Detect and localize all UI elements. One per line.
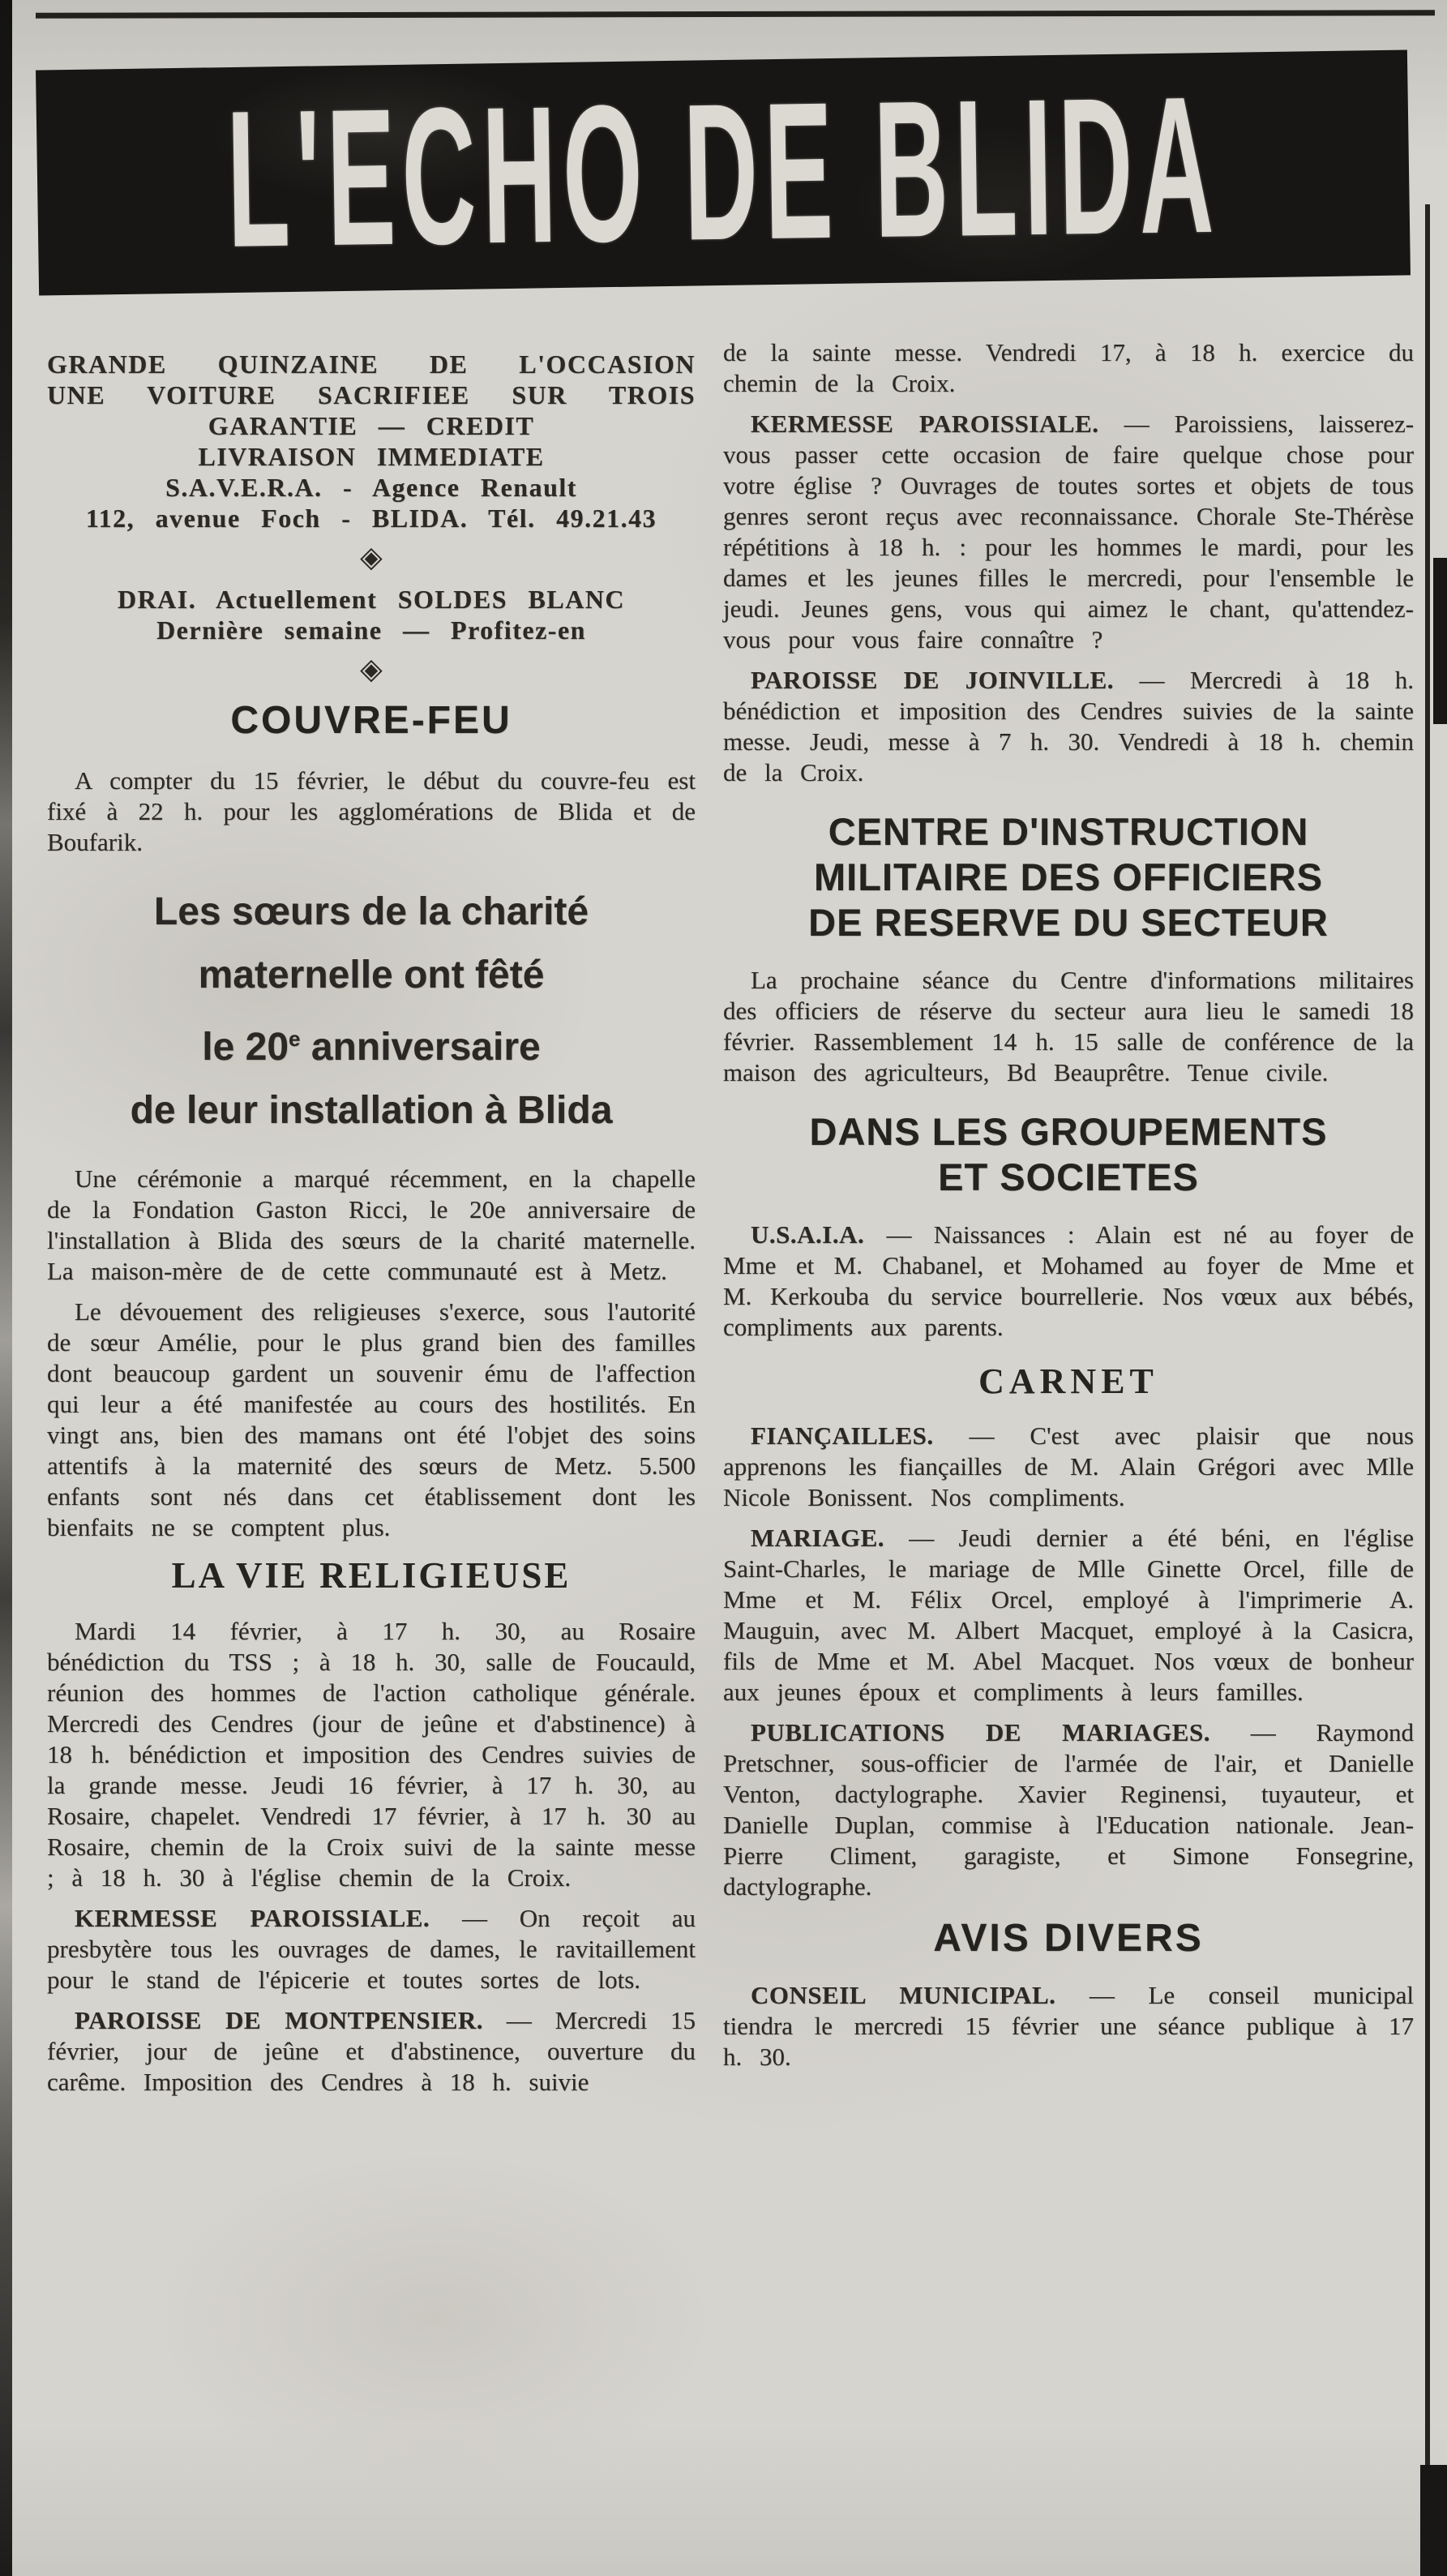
ad-line: DRAI. Actuellement SOLDES BLANC xyxy=(117,585,626,614)
paragraph-text: — On reçoit au presbytère tous les ouvrages de dames, le ravitaillement pour le stand de l'épicerie et toutes sortes de lots. xyxy=(47,1904,696,1994)
ad-line: 112, avenue Foch - BLIDA. Tél. 49.21.43 xyxy=(85,504,657,533)
heading-line: MILITAIRE DES OFFICIERS xyxy=(814,855,1323,898)
paragraph-couvre-feu: A compter du 15 février, le début du couvre-feu est fixé à 22 h. pour les agglomérations de Blida et de Boufarik. xyxy=(47,766,696,856)
heading-line: DANS LES GROUPEMENTS xyxy=(809,1110,1328,1153)
heading-groupements xyxy=(723,1109,1414,1200)
right-column xyxy=(723,337,1414,2082)
paragraph-lead: KERMESSE PAROISSIALE. xyxy=(751,409,1099,438)
paragraph-lead: MARIAGE. xyxy=(751,1524,885,1552)
ad-line: GRANDE QUINZAINE DE L'OCCASION xyxy=(47,349,696,379)
paragraph-lead: FIANÇAILLES. xyxy=(751,1421,934,1450)
paragraph-text: — Jeudi dernier a été béni, en l'église Saint-Charles, le mariage de Mlle Ginette Orcel, fille de Mme et M. Félix Orcel, employé à l'imprimerie A. Mauguin, avec M. Albert Macquet, employé à la Casicra, fils de Mme et M. Abel Macquet. Nos vœux de bonheur aux jeunes époux et compliments à leurs familles. xyxy=(723,1524,1414,1706)
paragraph-lead: U.S.A.I.A. xyxy=(751,1220,865,1249)
headline-line: maternelle ont fêté xyxy=(198,954,545,997)
paragraph-vie-religieuse: Mardi 14 février, à 17 h. 30, au Rosaire bénédiction du TSS ; à 18 h. 30, salle de Foucauld, réunion des hommes de l'action catholique générale. Mercredi des Cendres (jour de jeûne et d'abstinence) à 18 h. bénédiction et imposition des Cendres suivies de la grande messe. Jeudi 16 février, à 17 h. 30, au Rosaire, chapelet. Vendredi 17 février, à 17 h. 30 au Rosaire, chemin de la Croix suivi de la sainte messe ; à 18 h. 30 à l'église chemin de la Croix. xyxy=(47,1617,696,1892)
ad-line: Dernière semaine — Profitez-en xyxy=(156,615,586,645)
heading-line: DE RESERVE DU SECTEUR xyxy=(808,901,1329,944)
article-headline xyxy=(47,881,696,1142)
scan-edge-left xyxy=(0,0,12,2576)
headline-text: le 20 xyxy=(202,1026,289,1069)
ad-drai xyxy=(47,584,696,645)
headline-line xyxy=(47,1007,696,1079)
paragraph-publications xyxy=(723,1717,1414,1902)
paragraph-text: — Mercredi à 18 h. bénédiction et imposition des Cendres suivies de la sainte messe. Jeudi, messe à 7 h. 30. Vendredi à 18 h. chemin de la Croix. xyxy=(723,666,1414,787)
scan-artifact xyxy=(1433,558,1447,724)
paragraph-text: — Mercredi 15 février, jour de jeûne et d'abstinence, ouverture du carême. Imposition des Cendres à 18 h. suivie xyxy=(47,2006,696,2096)
ad-line: UNE VOITURE SACRIFIEE SUR TROIS xyxy=(47,380,696,409)
headline-line: de leur installation à Blida xyxy=(130,1089,613,1132)
headline-text: anniversaire xyxy=(300,1026,541,1069)
paragraph-continuation: de la sainte messe. Vendredi 17, à 18 h. exercice du chemin de la Croix. xyxy=(723,338,1414,397)
right-column-rule xyxy=(1425,204,1430,2576)
ad-savera xyxy=(47,349,696,534)
article-paragraph: Le dévouement des religieuses s'exerce, sous l'autorité de sœur Amélie, pour le plus grand bien des familles dont beaucoup gardent un souvenir ému de l'affection qui leur a été manifestée au cours des hostilités. En vingt ans, bien des mamans ont été l'objet des soins attentifs à la maternité des sœurs de Metz. 5.500 enfants sont nés dans cet établissement dont les bienfaits ne se comptent plus. xyxy=(47,1297,696,1541)
paragraph-fiancailles xyxy=(723,1421,1414,1513)
paragraph-kermesse-left xyxy=(47,1903,696,1995)
paragraph-lead: PUBLICATIONS DE MARIAGES. xyxy=(751,1718,1210,1747)
heading-couvre-feu: COUVRE-FEU xyxy=(230,699,512,742)
heading-line: CENTRE D'INSTRUCTION xyxy=(828,810,1309,853)
ad-line: GARANTIE — CREDIT xyxy=(208,411,535,440)
top-rule xyxy=(36,10,1435,19)
paragraph-lead: PAROISSE DE MONTPENSIER. xyxy=(75,2006,483,2034)
paragraph-text: — Raymond Pretschner, sous-officier de l'armée de l'air, et Danielle Venton, dactylographe. Xavier Reginensi, tuyauteur, et Danielle Duplan, commise à l'Education nationale. Jean-Pierre Climent, garagiste, et Simone Fonsegrine, dactylographe. xyxy=(723,1718,1414,1901)
paragraph-lead: KERMESSE PAROISSIALE. xyxy=(75,1904,430,1932)
paragraph-lead: CONSEIL MUNICIPAL. xyxy=(751,1981,1056,2009)
heading-vie-religieuse: LA VIE RELIGIEUSE xyxy=(171,1555,572,1596)
left-column xyxy=(47,349,696,2107)
ad-line: LIVRAISON IMMEDIATE xyxy=(198,442,545,471)
heading-centre-instruction xyxy=(723,809,1414,945)
scan-artifact xyxy=(1420,2465,1447,2576)
paragraph-text: — Le conseil municipal tiendra le mercredi 15 février une séance publique à 17 h. 30. xyxy=(723,1981,1414,2071)
paragraph-text: — Paroissiens, laisserez-vous passer cette occasion de faire quelque chose pour votre église ? Ouvrages de toutes sortes et objets de tous genres seront reçus avec reconnaissance. Chorale Ste-Thérèse répétitions à 18 h. : pour les hommes le mardi, pour les dames et les jeunes filles le mercredi, pour l'ensemble le jeudi. Jeunes gens, vous qui aimez le chant, qu'attendez-vous pour vous faire connaître ? xyxy=(723,409,1415,654)
paragraph-mariage xyxy=(723,1523,1414,1708)
heading-carnet: CARNET xyxy=(978,1361,1158,1401)
paragraph-text: — C'est avec plaisir que nous apprenons les fiançailles de M. Alain Grégori avec Mlle Nicole Bonissent. Nos compliments. xyxy=(723,1421,1414,1511)
paragraph-montpensier xyxy=(47,2005,696,2098)
paragraph-usaia xyxy=(723,1219,1414,1343)
heading-avis-divers: AVIS DIVERS xyxy=(933,1917,1204,1960)
headline-superscript: e xyxy=(289,1027,301,1051)
article-paragraph: Une cérémonie a marqué récemment, en la chapelle de la Fondation Gaston Ricci, le 20e anniversaire de l'installation à Blida des sœurs de la charité maternelle. La maison-mère de de cette communauté est à Metz. xyxy=(47,1164,696,1285)
ad-line: S.A.V.E.R.A. - Agence Renault xyxy=(165,473,577,502)
diamond-ornament-icon: ◈ xyxy=(360,541,383,574)
heading-line: ET SOCIETES xyxy=(938,1155,1199,1198)
newspaper-title: L'ECHO DE BLIDA xyxy=(225,56,1222,289)
paragraph-centre-instruction: La prochaine séance du Centre d'informations militaires des officiers de réserve du secteur aura lieu le samedi 18 février. Rassemblement 14 h. 15 salle de conférence de la maison des agriculteurs, Bd Beauprêtre. Tenue civile. xyxy=(723,966,1414,1087)
paragraph-text: — Naissances : Alain est né au foyer de Mme et M. Chabanel, et Mohamed au foyer de Mme et M. Kerkouba du service bourrellerie. Nos vœux aux bébés, compliments aux parents. xyxy=(723,1220,1414,1341)
paragraph-kermesse-right xyxy=(723,409,1414,655)
paragraph-conseil-municipal xyxy=(723,1980,1414,2072)
headline-line: Les sœurs de la charité xyxy=(153,890,589,933)
paragraph-lead: PAROISSE DE JOINVILLE. xyxy=(751,666,1115,694)
masthead-banner xyxy=(36,49,1411,295)
paragraph-joinville xyxy=(723,665,1414,788)
diamond-ornament-icon: ◈ xyxy=(360,653,383,686)
